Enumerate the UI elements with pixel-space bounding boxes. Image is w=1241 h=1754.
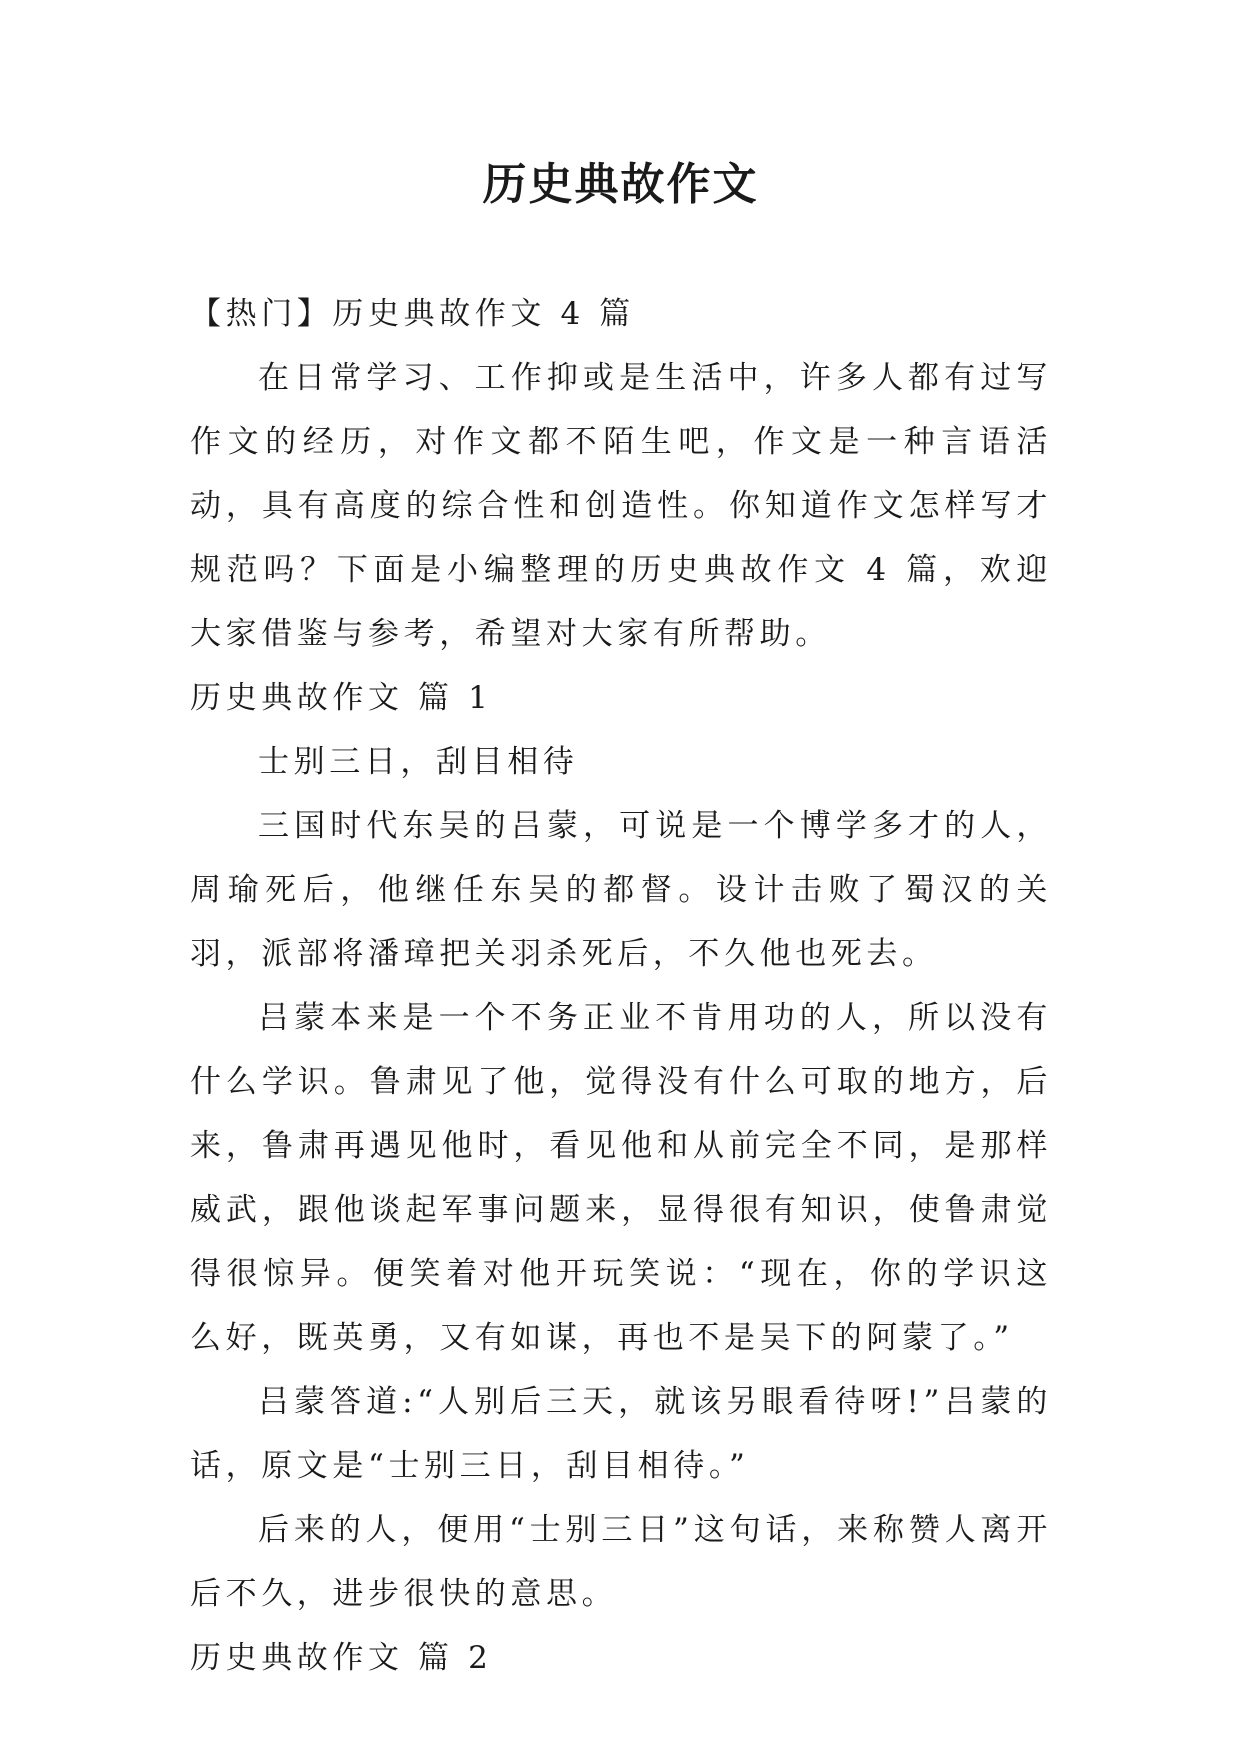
section-1-paragraph-4: 后来的人，便用“士别三日”这句话，来称赞人离开后不久，进步很快的意思。 [190, 1512, 1052, 1612]
story-title: 士别三日，刮目相待 [258, 744, 579, 780]
section-1-paragraph-2: 吕蒙本来是一个不务正业不肯用功的人，所以没有什么学识。鲁肃见了他，觉得没有什么可取的地方，后来，鲁肃再遇见他时，看见他和从前完全不同，是那样威武，跟他谈起军事问题来，显得很有知识，使鲁肃觉得很惊异。便笑着对他开玩笑说：“现在，你的学识这么好，既英勇，又有如谋，再也不是吴下的阿蒙了。” [190, 1000, 1052, 1356]
intro-paragraph: 在日常学习、工作抑或是生活中，许多人都有过写作文的经历，对作文都不陌生吧，作文是一种言语活动，具有高度的综合性和创造性。你知道作文怎样写才规范吗？下面是小编整理的历史典故作文 4 篇，欢迎大家借鉴与参考，希望对大家有所帮助。 [190, 360, 1052, 652]
section-1-paragraph-1: 三国时代东吴的吕蒙，可说是一个博学多才的人，周瑜死后，他继任东吴的都督。设计击败了蜀汉的关羽，派部将潘璋把关羽杀死后，不久他也死去。 [190, 808, 1052, 972]
document-subtitle: 【热门】历史典故作文 4 篇 [190, 296, 635, 332]
document-body [190, 282, 1052, 1690]
section-1-paragraph-3: 吕蒙答道:“人别后三天，就该另眼看待呀!”吕蒙的话，原文是“士别三日，刮目相待。” [190, 1384, 1052, 1484]
section-1-heading: 历史典故作文 篇 1 [190, 680, 493, 716]
document-title: 历史典故作文 [482, 159, 759, 210]
section-2-heading: 历史典故作文 篇 2 [190, 1640, 493, 1676]
